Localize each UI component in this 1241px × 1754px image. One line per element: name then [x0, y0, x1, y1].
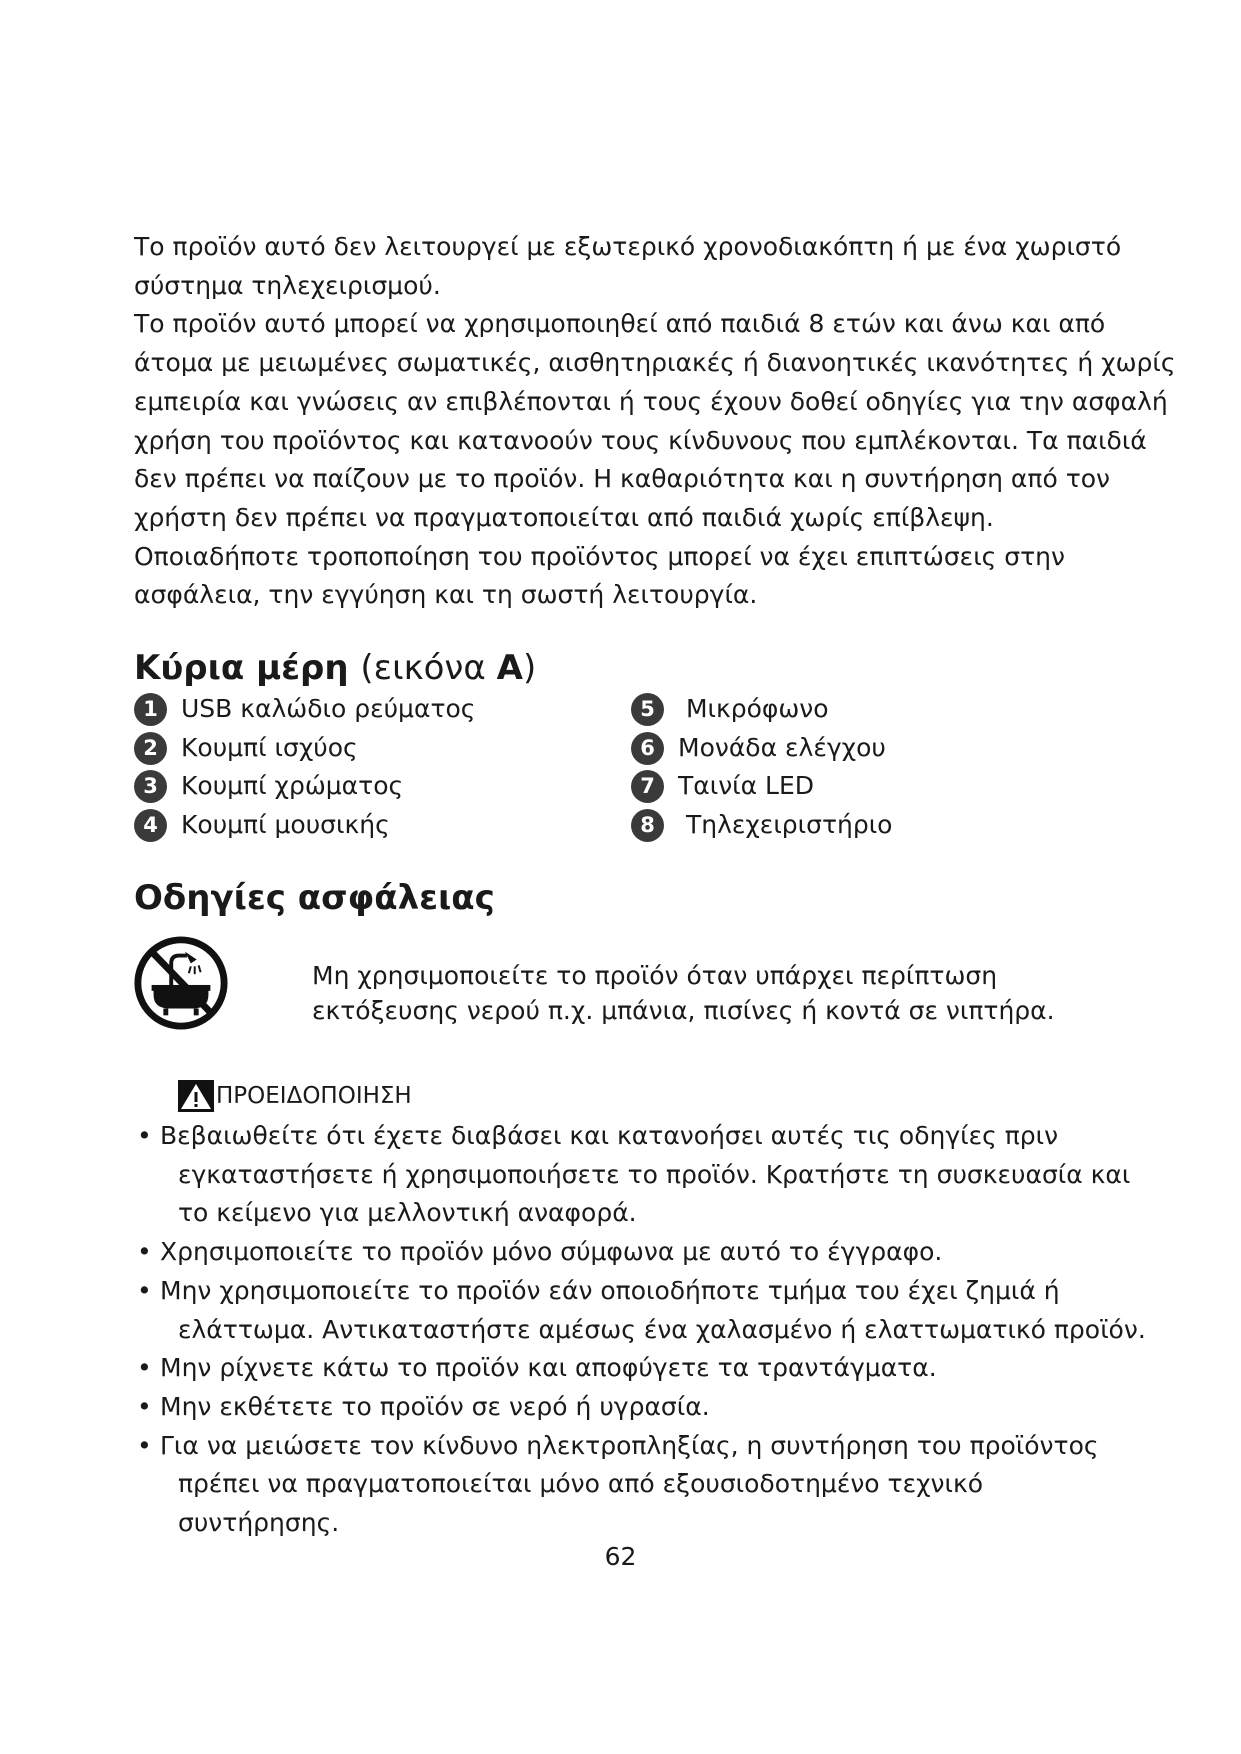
part-label: Μικρόφωνο: [678, 694, 829, 723]
part-item: [134, 767, 475, 806]
warning-label: [178, 1080, 412, 1112]
bullet-line: • Μην χρησιμοποιείτε το προϊόν εάν οποιοδήποτε τμήμα του έχει ζημιά ή: [160, 1275, 1060, 1305]
figure-ref-letter: A: [496, 648, 523, 688]
no-water-bath-icon: [132, 934, 230, 1032]
intro-line: Το προϊόν αυτό δεν λειτουργεί με εξωτερικό χρονοδιακόπτη ή με ένα χωριστό: [134, 232, 1122, 261]
part-item: [631, 729, 892, 768]
part-number-badge: 7: [631, 770, 664, 803]
main-parts-heading: [134, 648, 536, 688]
safety-heading: Οδηγίες ασφάλειας: [134, 878, 495, 918]
part-label: Μονάδα ελέγχου: [678, 732, 886, 762]
part-item: [631, 690, 892, 729]
part-item: [631, 767, 892, 806]
part-label: Ταινία LED: [678, 771, 815, 801]
part-number-badge: 8: [631, 809, 664, 842]
intro-line: άτομα με μειωμένες σωματικές, αισθητηριακές ή διανοητικές ικανότητες ή χωρίς: [134, 348, 1176, 378]
part-number-badge: 4: [134, 809, 167, 842]
part-item: [631, 806, 892, 845]
warning-label-text: ΠΡΟΕΙΔΟΠΟΙΗΣΗ: [216, 1083, 412, 1109]
intro-line: Οποιαδήποτε τροποποίηση του προϊόντος μπορεί να έχει επιπτώσεις στην: [134, 541, 1065, 571]
part-label: Κουμπί μουσικής: [181, 810, 390, 840]
part-number-badge: 3: [134, 770, 167, 803]
bullet-line: ελάττωμα. Αντικαταστήστε αμέσως ένα χαλασμένο ή ελαττωματικό προϊόν.: [178, 1314, 1146, 1344]
bullet-line: • Μην ρίχνετε κάτω το προϊόν και αποφύγετε τα τραντάγματα.: [160, 1353, 937, 1383]
bullet-line: • Χρησιμοποιείτε το προϊόν μόνο σύμφωνα με αυτό το έγγραφο.: [160, 1237, 943, 1267]
intro-line: εμπειρία και γνώσεις αν επιβλέπονται ή τους έχουν δοθεί οδηγίες για την ασφαλή: [134, 386, 1168, 416]
figure-ref-open: (εικόνα: [360, 648, 497, 688]
part-number-badge: 5: [631, 693, 664, 726]
no-water-warning-text: [312, 958, 1055, 1028]
bullet-item: [134, 1349, 1146, 1388]
bullet-line: • Μην εκθέτετε το προϊόν σε νερό ή υγρασία.: [160, 1391, 710, 1421]
bullet-line: εγκαταστήσετε ή χρησιμοποιήσετε το προϊόν. Κρατήστε τη συσκευασία και: [178, 1159, 1131, 1189]
bullet-item: [134, 1233, 1146, 1272]
part-item: [134, 806, 475, 845]
part-label: Κουμπί χρώματος: [181, 771, 404, 801]
bullet-item: [134, 1388, 1146, 1427]
page-number: 62: [604, 1542, 637, 1571]
intro-line: δεν πρέπει να παίζουν με το προϊόν. Η καθαριότητα και η συντήρηση από τον: [134, 464, 1111, 494]
part-label: USB καλώδιο ρεύματος: [181, 694, 476, 723]
part-item: [134, 729, 475, 768]
bullet-item: [134, 1427, 1146, 1543]
intro-line: ασφάλεια, την εγγύηση και τη σωστή λειτουργία.: [134, 580, 758, 610]
bullet-line: συντήρησης.: [178, 1508, 340, 1538]
bullet-line: το κείμενο για μελλοντική αναφορά.: [178, 1198, 637, 1228]
parts-list-left: [134, 690, 475, 845]
main-parts-heading-bold: Κύρια μέρη: [134, 648, 349, 688]
part-item: [134, 690, 475, 729]
bullet-line: • Για να μειώσετε τον κίνδυνο ηλεκτροπληξίας, η συντήρηση του προϊόντος: [160, 1430, 1099, 1460]
no-water-line: εκτόξευσης νερού π.χ. μπάνια, πισίνες ή κοντά σε νιπτήρα.: [312, 996, 1055, 1025]
warning-triangle-icon: [178, 1080, 214, 1112]
parts-list-right: [631, 690, 892, 845]
bullet-line: • Βεβαιωθείτε ότι έχετε διαβάσει και κατανοήσει αυτές τις οδηγίες πριν: [160, 1121, 1059, 1150]
intro-line: χρήστη δεν πρέπει να πραγματοποιείται από παιδιά χωρίς επίβλεψη.: [134, 502, 994, 532]
intro-paragraph: [134, 228, 1176, 615]
part-number-badge: 6: [631, 732, 664, 765]
part-label: Κουμπί ισχύος: [181, 732, 358, 762]
part-number-badge: 1: [134, 693, 167, 726]
part-number-badge: 2: [134, 732, 167, 765]
intro-line: χρήση του προϊόντος και κατανοούν τους κίνδυνους που εμπλέκονται. Τα παιδιά: [134, 425, 1147, 455]
bullet-item: [134, 1117, 1146, 1233]
intro-line: σύστημα τηλεχειρισμού.: [134, 270, 441, 300]
safety-bullet-list: [134, 1117, 1146, 1543]
no-water-line: Μη χρησιμοποιείτε το προϊόν όταν υπάρχει περίπτωση: [312, 961, 998, 990]
part-label: Τηλεχειριστήριο: [678, 810, 893, 840]
intro-line: Το προϊόν αυτό μπορεί να χρησιμοποιηθεί από παιδιά 8 ετών και άνω και από: [134, 309, 1106, 339]
bullet-item: [134, 1272, 1146, 1349]
figure-ref-close: ): [522, 648, 537, 688]
bullet-line: πρέπει να πραγματοποιείται μόνο από εξουσιοδοτημένο τεχνικό: [178, 1469, 984, 1499]
